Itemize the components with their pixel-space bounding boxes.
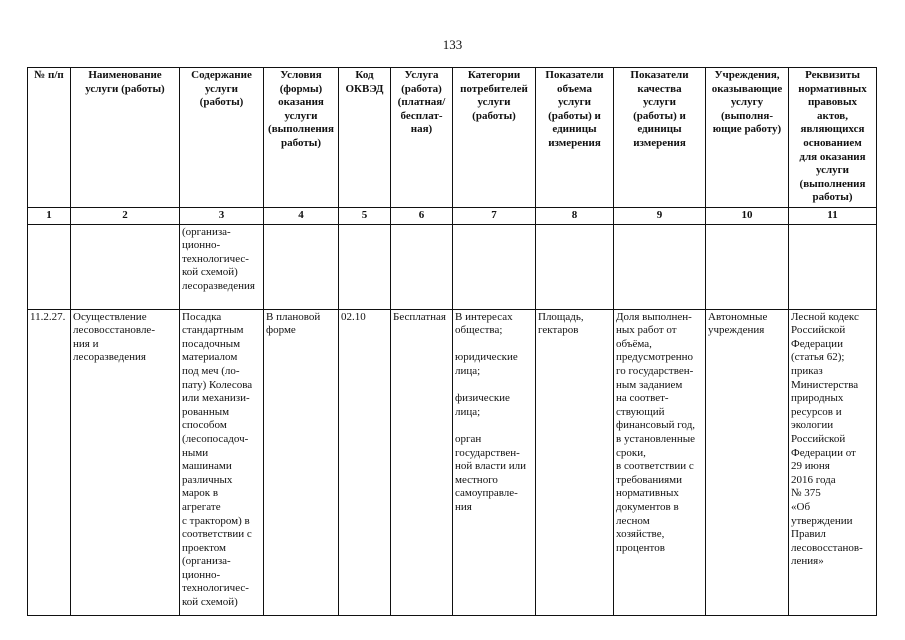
text-line: Содержание <box>191 69 252 81</box>
table-cell <box>614 224 706 309</box>
header-cell <box>614 68 706 208</box>
services-table <box>27 67 877 616</box>
text-line: «Об <box>791 500 811 513</box>
text-line: кой схемой) <box>182 266 238 279</box>
text-line: бесплат- <box>400 109 443 122</box>
header-cell <box>536 68 614 208</box>
column-number: 4 <box>264 208 339 225</box>
text-line: (работы) <box>472 109 516 122</box>
text-line: ционно- <box>182 239 221 252</box>
text-line: различных <box>182 473 233 486</box>
table-cell <box>453 224 536 309</box>
column-number: 2 <box>71 208 180 225</box>
table-cell <box>264 224 339 309</box>
text-line: Федерации от <box>791 446 856 459</box>
text-line: (выполня- <box>720 109 773 122</box>
header-cell <box>180 68 264 208</box>
text-line: (работы) <box>199 96 244 109</box>
text-line: объема <box>557 82 592 95</box>
text-line: актов, <box>816 109 848 122</box>
text-line: приказ <box>791 364 823 377</box>
text-line: гектаров <box>538 324 579 337</box>
column-number: 11 <box>789 208 877 225</box>
text-line: № 375 <box>791 487 821 500</box>
table-cell <box>339 224 391 309</box>
text-line: самоуправле- <box>455 487 518 500</box>
text-line: природных <box>791 392 844 405</box>
text-line: услуги <box>557 96 592 109</box>
service-content-cell <box>180 309 264 615</box>
text-line: Федерации <box>791 337 843 350</box>
text-line: Показатели <box>630 69 689 81</box>
text-line: в установленные <box>616 432 696 445</box>
text-line: являющихся <box>800 123 865 136</box>
text-line: материалом <box>182 351 238 364</box>
column-number: 6 <box>391 208 453 225</box>
text-line: № п/п <box>34 69 64 81</box>
header-cell <box>339 68 391 208</box>
header-cell <box>706 68 789 208</box>
text-line: ющие работу) <box>712 123 782 136</box>
consumers-cell <box>453 309 536 615</box>
text-line <box>455 379 533 393</box>
text-line: для оказания <box>799 150 866 163</box>
text-line: на соответ- <box>616 392 669 405</box>
text-line: лесовосстанов- <box>791 541 863 554</box>
text-line: единицы <box>552 123 597 136</box>
text-line: соответствии с <box>182 528 252 541</box>
text-line: предусмотренно <box>616 351 694 364</box>
text-line: (лесопосадоч- <box>182 432 249 445</box>
header-cell <box>453 68 536 208</box>
text-line: агрегате <box>182 500 221 513</box>
table-cell <box>789 224 877 309</box>
text-line: Наименование <box>88 69 162 81</box>
table-cell <box>536 224 614 309</box>
text-line: Министерства <box>791 378 859 391</box>
text-line <box>455 338 533 352</box>
text-line: ной власти или <box>455 460 527 473</box>
text-line: ления» <box>791 555 824 568</box>
header-cell <box>264 68 339 208</box>
text-line: пату) Колесова <box>182 378 253 391</box>
text-line: с трактором) в <box>182 514 250 527</box>
legal-acts-cell <box>789 309 877 615</box>
text-line: технологичес- <box>182 252 249 265</box>
text-line: нормативных <box>616 487 679 500</box>
text-line: орган <box>455 432 482 445</box>
text-line: хозяйстве, <box>616 528 665 541</box>
text-line: Лесной кодекс <box>791 310 859 323</box>
table-cell <box>706 224 789 309</box>
text-line: Российской <box>791 432 846 445</box>
text-line: оказания <box>278 96 324 109</box>
text-line: (работы) и <box>633 109 686 122</box>
text-line: 02.10 <box>341 310 366 323</box>
payment-cell <box>391 309 453 615</box>
column-number: 10 <box>706 208 789 225</box>
volume-indicator-cell <box>536 309 614 615</box>
text-line: ционно- <box>182 568 221 581</box>
text-line: Реквизиты <box>805 69 860 81</box>
table-cell <box>71 224 180 309</box>
text-line: (формы) <box>279 82 323 95</box>
text-line: работы) <box>812 191 853 204</box>
text-line: в соответствии с <box>616 460 694 473</box>
column-number: 7 <box>453 208 536 225</box>
header-row <box>28 68 877 208</box>
header-cell <box>71 68 180 208</box>
text-line: Категории <box>467 69 521 81</box>
text-line: лесоразведения <box>182 279 255 292</box>
text-line: Посадка <box>182 310 222 323</box>
text-line: марок в <box>182 487 219 500</box>
text-line: Код <box>355 69 374 81</box>
text-line: кой схемой) <box>182 596 238 609</box>
text-line: ресурсов и <box>791 405 842 418</box>
text-line: общества; <box>455 324 503 337</box>
text-line: машинами <box>182 460 232 473</box>
text-line: посадочным <box>182 337 241 350</box>
text-line: Условия <box>280 69 322 81</box>
text-line: услуги <box>284 109 318 122</box>
text-line: Услуга <box>404 69 439 81</box>
text-line: Показатели <box>545 69 604 81</box>
text-line: услуги <box>204 82 239 95</box>
text-line: процентов <box>616 541 665 554</box>
text-line: правовых <box>807 96 858 109</box>
text-line: стандартным <box>182 324 244 337</box>
text-line: экологии <box>791 419 834 432</box>
text-line: ОКВЭД <box>345 82 384 95</box>
text-line: В интересах <box>455 310 513 323</box>
text-line: объёма, <box>616 337 652 350</box>
text-line: рованным <box>182 405 230 418</box>
text-line: работы) <box>281 136 321 149</box>
text-line: оказывающие <box>711 82 783 95</box>
text-line: под меч (ло- <box>182 364 240 377</box>
page-number: 133 <box>442 37 463 52</box>
quality-indicator-cell <box>614 309 706 615</box>
text-line: сроки, <box>616 446 646 459</box>
column-number: 1 <box>28 208 71 225</box>
text-line: Учреждения, <box>714 69 780 81</box>
text-line: единицы <box>637 123 682 136</box>
text-line: утверждении <box>791 514 853 527</box>
text-line: (работы) и <box>548 109 601 122</box>
table-row <box>28 309 877 615</box>
text-line: Российской <box>791 324 846 337</box>
text-line: (выполнения <box>268 123 334 136</box>
header-cell <box>391 68 453 208</box>
table-cell <box>391 224 453 309</box>
text-line: лица; <box>455 364 481 377</box>
text-line: услуги <box>477 96 511 109</box>
text-line: Правил <box>791 528 826 541</box>
text-line: Осуществление <box>73 310 147 323</box>
text-line: ная) <box>410 123 433 136</box>
text-line: основанием <box>803 136 862 149</box>
service-name-cell <box>71 309 180 615</box>
text-line: качества <box>637 82 682 95</box>
header-cell <box>28 68 71 208</box>
text-line: (организа- <box>182 555 231 568</box>
text-line: или механизи- <box>182 392 250 405</box>
text-line: ствующий <box>616 405 665 418</box>
column-number: 9 <box>614 208 706 225</box>
text-line: ными <box>182 446 209 459</box>
text-line: (платная/ <box>397 96 446 109</box>
text-line: Площадь, <box>538 310 584 323</box>
text-line: Бесплатная <box>393 310 446 323</box>
text-line: физические <box>455 392 510 405</box>
text-line: 29 июня <box>791 460 830 473</box>
text-line: измерения <box>633 136 686 149</box>
text-line: технологичес- <box>182 582 249 595</box>
text-line: юридические <box>455 351 518 364</box>
text-line: ным заданием <box>616 378 683 391</box>
text-line: 2016 года <box>791 473 836 486</box>
text-line: (выполнения <box>799 177 866 190</box>
text-line: потребителей <box>460 82 528 95</box>
text-line: (работа) <box>401 82 442 95</box>
header-cell <box>789 68 877 208</box>
text-line: учреждения <box>708 324 765 337</box>
text-line: В плановой <box>266 310 321 323</box>
text-line: ния и <box>73 337 99 350</box>
conditions-cell <box>264 309 339 615</box>
text-line: лица; <box>455 405 481 418</box>
institutions-cell <box>706 309 789 615</box>
text-line: государствен- <box>455 446 520 459</box>
column-number-row <box>28 208 877 225</box>
text-line: го государствен- <box>616 364 694 377</box>
text-line: услуги <box>642 96 677 109</box>
text-line: местного <box>455 473 498 486</box>
text-line: лесовосстановле- <box>73 324 155 337</box>
text-line: услуги <box>815 164 850 177</box>
text-line: услугу <box>730 96 764 109</box>
column-number: 8 <box>536 208 614 225</box>
text-line: ных работ от <box>616 324 677 337</box>
text-line: лесоразведения <box>73 351 146 364</box>
text-line: Автономные <box>708 310 768 323</box>
text-line: ния <box>455 500 472 513</box>
text-line <box>455 419 533 433</box>
continuation-row <box>28 224 877 309</box>
text-line: нормативных <box>798 82 867 95</box>
text-line: требованиями <box>616 473 683 486</box>
continuation-cell <box>180 224 264 309</box>
text-line: лесном <box>616 514 650 527</box>
column-number: 5 <box>339 208 391 225</box>
text-line: документов в <box>616 500 679 513</box>
text-line: проектом <box>182 541 227 554</box>
text-line: форме <box>266 324 296 337</box>
text-line: (организа- <box>182 225 231 238</box>
text-line: услуги (работы) <box>85 82 165 95</box>
text-line: 11.2.27. <box>30 310 66 323</box>
row-number-cell <box>28 309 71 615</box>
text-line: измерения <box>548 136 601 149</box>
text-line: финансовый год, <box>616 419 696 432</box>
okved-cell <box>339 309 391 615</box>
column-number: 3 <box>180 208 264 225</box>
text-line: (статья 62); <box>791 351 845 364</box>
text-line: способом <box>182 419 227 432</box>
text-line: Доля выполнен- <box>616 310 692 323</box>
table-cell <box>28 224 71 309</box>
